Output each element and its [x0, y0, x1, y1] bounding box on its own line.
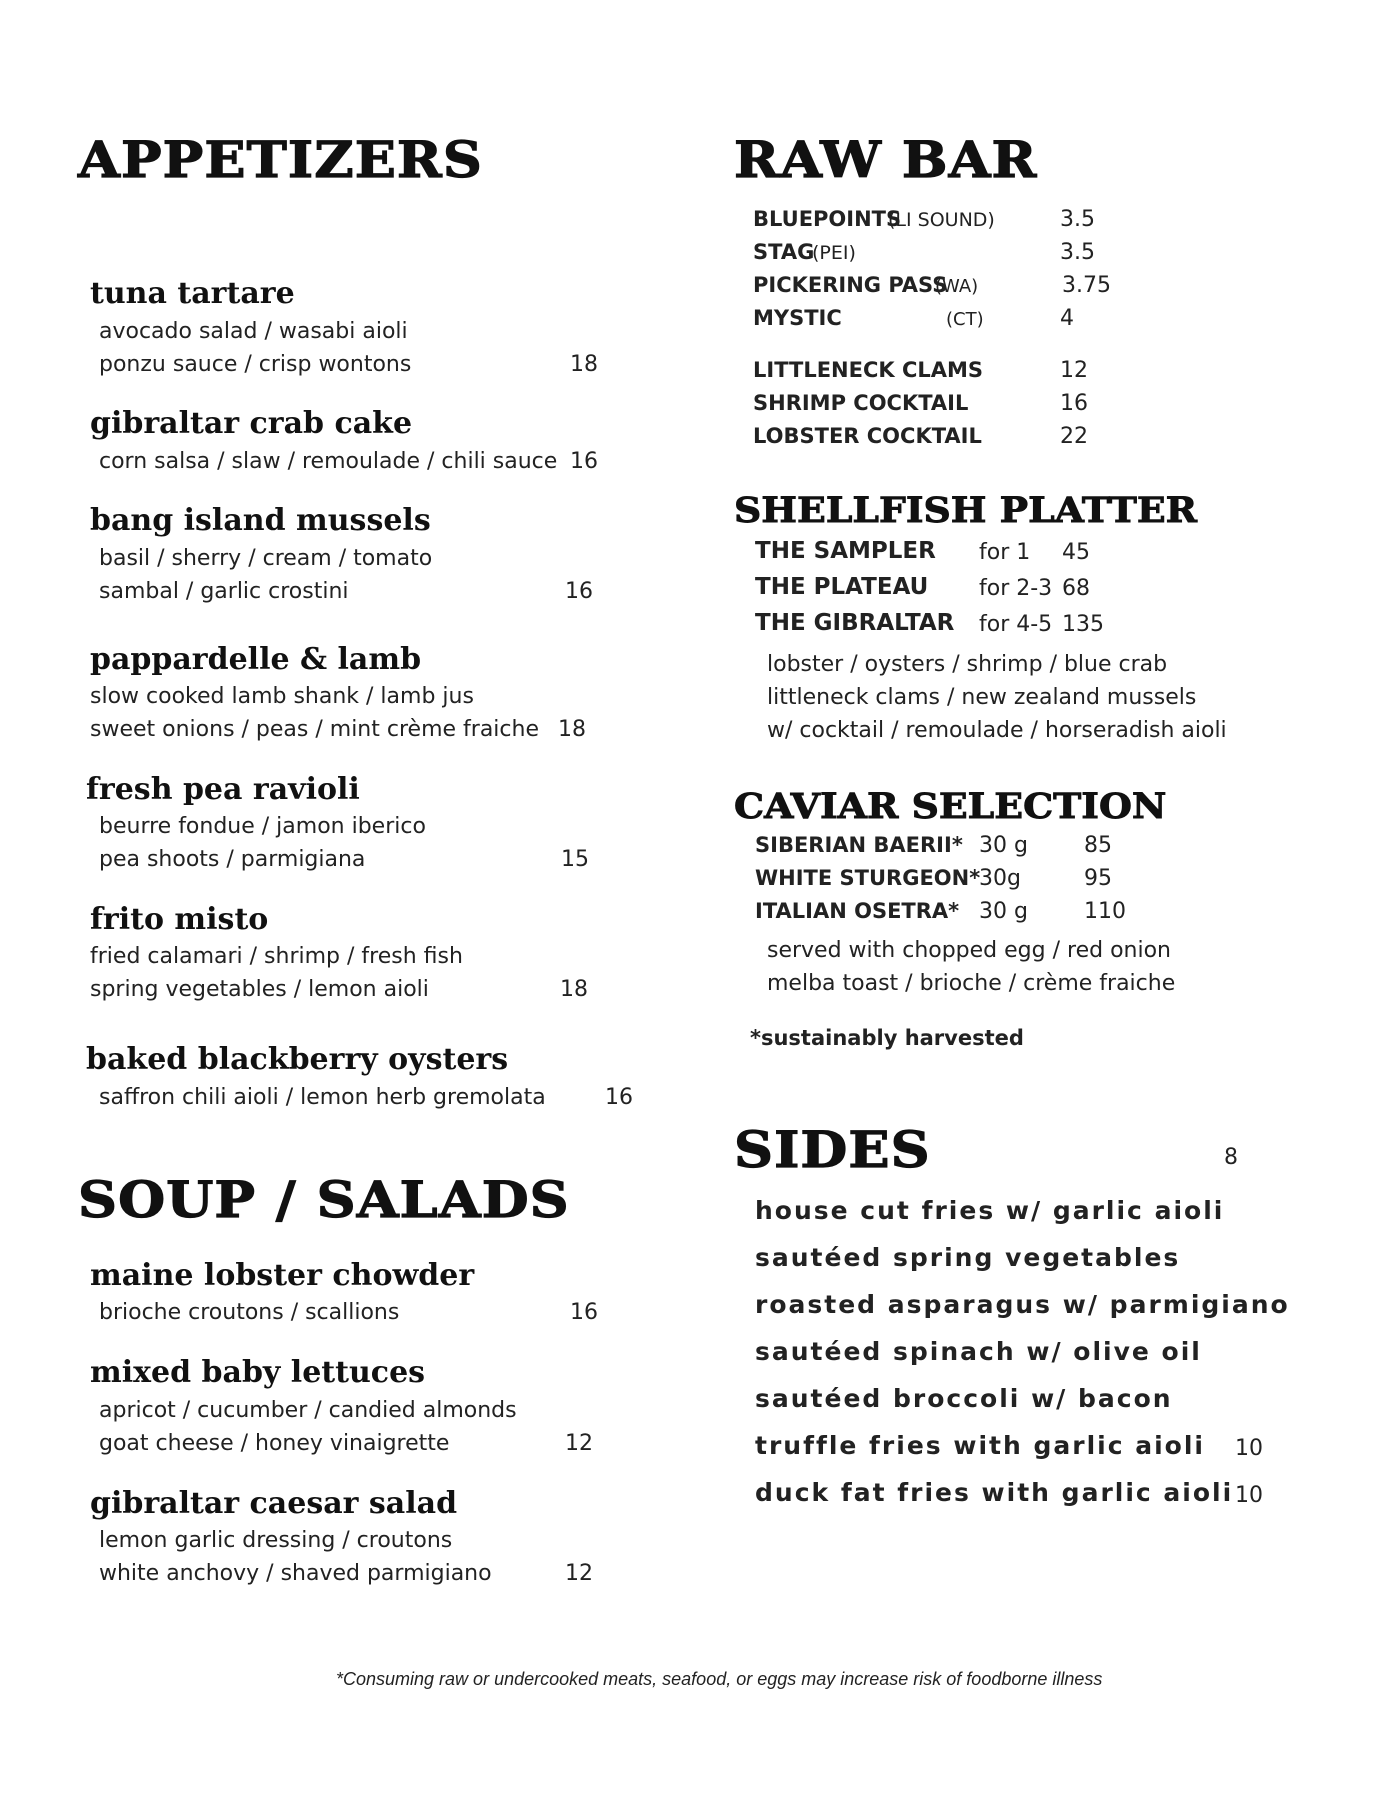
- side-item: duck fat fries with garlic aioli: [755, 1478, 1234, 1507]
- platter-price: 135: [1062, 612, 1104, 637]
- menu-item-desc: white anchovy / shaved parmigiano: [99, 1561, 492, 1586]
- side-item: truffle fries with garlic aioli: [755, 1431, 1206, 1460]
- menu-item-name: mixed baby lettuces: [90, 1355, 426, 1390]
- sides-heading: SIDES: [734, 1120, 931, 1179]
- raw-bar-item-price: 3.75: [1062, 273, 1111, 298]
- menu-item-price: 16: [570, 449, 598, 474]
- caviar-size: 30 g: [979, 899, 1028, 924]
- platter-desc: w/ cocktail / remoulade / horseradish aioli: [767, 718, 1227, 743]
- side-item: house cut fries w/ garlic aioli: [755, 1196, 1225, 1225]
- platter-name: THE SAMPLER: [755, 538, 936, 564]
- raw-bar-item-name: STAG: [753, 240, 815, 264]
- appetizers-heading: APPETIZERS: [78, 130, 483, 189]
- menu-item-desc: spring vegetables / lemon aioli: [90, 977, 429, 1002]
- menu-item-desc: sweet onions / peas / mint crème fraiche: [90, 717, 539, 742]
- menu-item-desc: lemon garlic dressing / croutons: [99, 1528, 453, 1553]
- platter-serves: for 1: [979, 540, 1031, 565]
- raw-bar-item-price: 3.5: [1060, 240, 1095, 265]
- caviar-desc: served with chopped egg / red onion: [767, 938, 1171, 963]
- platter-desc: lobster / oysters / shrimp / blue crab: [767, 652, 1168, 677]
- soup-salads-heading: SOUP / SALADS: [78, 1170, 570, 1229]
- menu-item-price: 18: [570, 352, 598, 377]
- menu-item-desc: goat cheese / honey vinaigrette: [99, 1431, 450, 1456]
- menu-item-name: gibraltar caesar salad: [90, 1486, 458, 1521]
- raw-bar-heading: RAW BAR: [734, 130, 1038, 189]
- caviar-name: ITALIAN OSETRA*: [755, 899, 960, 923]
- menu-item-price: 12: [565, 1431, 593, 1456]
- menu-item-desc: saffron chili aioli / lemon herb gremolata: [99, 1085, 546, 1110]
- caviar-name: WHITE STURGEON*: [755, 866, 981, 890]
- platter-price: 45: [1062, 540, 1090, 565]
- side-item: roasted asparagus w/ parmigiano: [755, 1290, 1290, 1319]
- raw-bar-item-name: LOBSTER COCKTAIL: [753, 424, 982, 448]
- menu-item-name: gibraltar crab cake: [90, 406, 413, 441]
- raw-bar-item-name: SHRIMP COCKTAIL: [753, 391, 969, 415]
- menu-item-price: 16: [565, 579, 593, 604]
- platter-serves: for 2-3: [979, 576, 1053, 601]
- caviar-desc: melba toast / brioche / crème fraiche: [767, 971, 1176, 996]
- menu-item-desc: brioche croutons / scallions: [99, 1300, 400, 1325]
- raw-bar-item-name: PICKERING PASS: [753, 273, 948, 297]
- caviar-size: 30 g: [979, 833, 1028, 858]
- platter-desc: littleneck clams / new zealand mussels: [767, 685, 1197, 710]
- menu-item-name: tuna tartare: [90, 276, 295, 311]
- menu-item-price: 18: [558, 717, 586, 742]
- menu-item-price: 18: [560, 977, 588, 1002]
- menu-item-desc: corn salsa / slaw / remoulade / chili sauce: [99, 449, 558, 474]
- menu-item-name: pappardelle & lamb: [90, 642, 422, 677]
- platter-name: THE GIBRALTAR: [755, 610, 955, 636]
- menu-item-desc: pea shoots / parmigiana: [99, 847, 366, 872]
- menu-item-price: 12: [565, 1561, 593, 1586]
- raw-bar-item-name: LITTLENECK CLAMS: [753, 358, 984, 382]
- platter-serves: for 4-5: [979, 612, 1053, 637]
- menu-item-price: 15: [561, 847, 589, 872]
- raw-bar-item-price: 16: [1060, 391, 1088, 416]
- menu-item-desc: apricot / cucumber / candied almonds: [99, 1398, 517, 1423]
- health-disclaimer: *Consuming raw or undercooked meats, seafood, or eggs may increase risk of foodborne illness: [336, 1669, 1103, 1689]
- menu-item-desc: avocado salad / wasabi aioli: [99, 319, 408, 344]
- menu-item-desc: slow cooked lamb shank / lamb jus: [90, 684, 474, 709]
- raw-bar-item-origin: (CT): [946, 309, 984, 330]
- menu-item-name: fresh pea ravioli: [86, 772, 360, 807]
- side-item: sautéed spinach w/ olive oil: [755, 1337, 1202, 1366]
- raw-bar-item-price: 4: [1060, 306, 1074, 331]
- caviar-name: SIBERIAN BAERII*: [755, 833, 963, 857]
- menu-item-desc: basil / sherry / cream / tomato: [99, 546, 433, 571]
- sustainability-note: *sustainably harvested: [750, 1026, 1024, 1050]
- menu-item-desc: beurre fondue / jamon iberico: [99, 814, 426, 839]
- menu-item-price: 16: [570, 1300, 598, 1325]
- raw-bar-item-price: 3.5: [1060, 207, 1095, 232]
- caviar-price: 85: [1084, 833, 1112, 858]
- menu-item-price: 16: [605, 1085, 633, 1110]
- side-item-price: 10: [1235, 1436, 1263, 1461]
- menu-item-name: baked blackberry oysters: [86, 1042, 509, 1077]
- menu-item-desc: sambal / garlic crostini: [99, 579, 349, 604]
- raw-bar-item-origin: (WA): [935, 276, 979, 297]
- shellfish-platter-heading: SHELLFISH PLATTER: [734, 490, 1198, 531]
- raw-bar-item-price: 22: [1060, 424, 1088, 449]
- raw-bar-item-name: MYSTIC: [753, 306, 842, 330]
- menu-item-desc: ponzu sauce / crisp wontons: [99, 352, 412, 377]
- caviar-price: 95: [1084, 866, 1112, 891]
- raw-bar-item-price: 12: [1060, 358, 1088, 383]
- caviar-heading: CAVIAR SELECTION: [734, 786, 1167, 827]
- menu-item-name: bang island mussels: [90, 503, 431, 538]
- side-item: sautéed spring vegetables: [755, 1243, 1181, 1272]
- caviar-price: 110: [1084, 899, 1126, 924]
- menu-item-desc: fried calamari / shrimp / fresh fish: [90, 944, 463, 969]
- side-item-price: 10: [1235, 1483, 1263, 1508]
- raw-bar-item-origin: (LI SOUND): [888, 209, 995, 231]
- menu-item-name: maine lobster chowder: [90, 1258, 475, 1293]
- sides-price: 8: [1224, 1145, 1238, 1170]
- side-item: sautéed broccoli w/ bacon: [755, 1384, 1173, 1413]
- menu-item-name: frito misto: [90, 902, 269, 937]
- raw-bar-item-name: BLUEPOINTS: [753, 207, 902, 231]
- platter-price: 68: [1062, 576, 1090, 601]
- platter-name: THE PLATEAU: [755, 574, 929, 600]
- raw-bar-item-origin: (PEI): [812, 242, 856, 264]
- caviar-size: 30g: [979, 866, 1021, 891]
